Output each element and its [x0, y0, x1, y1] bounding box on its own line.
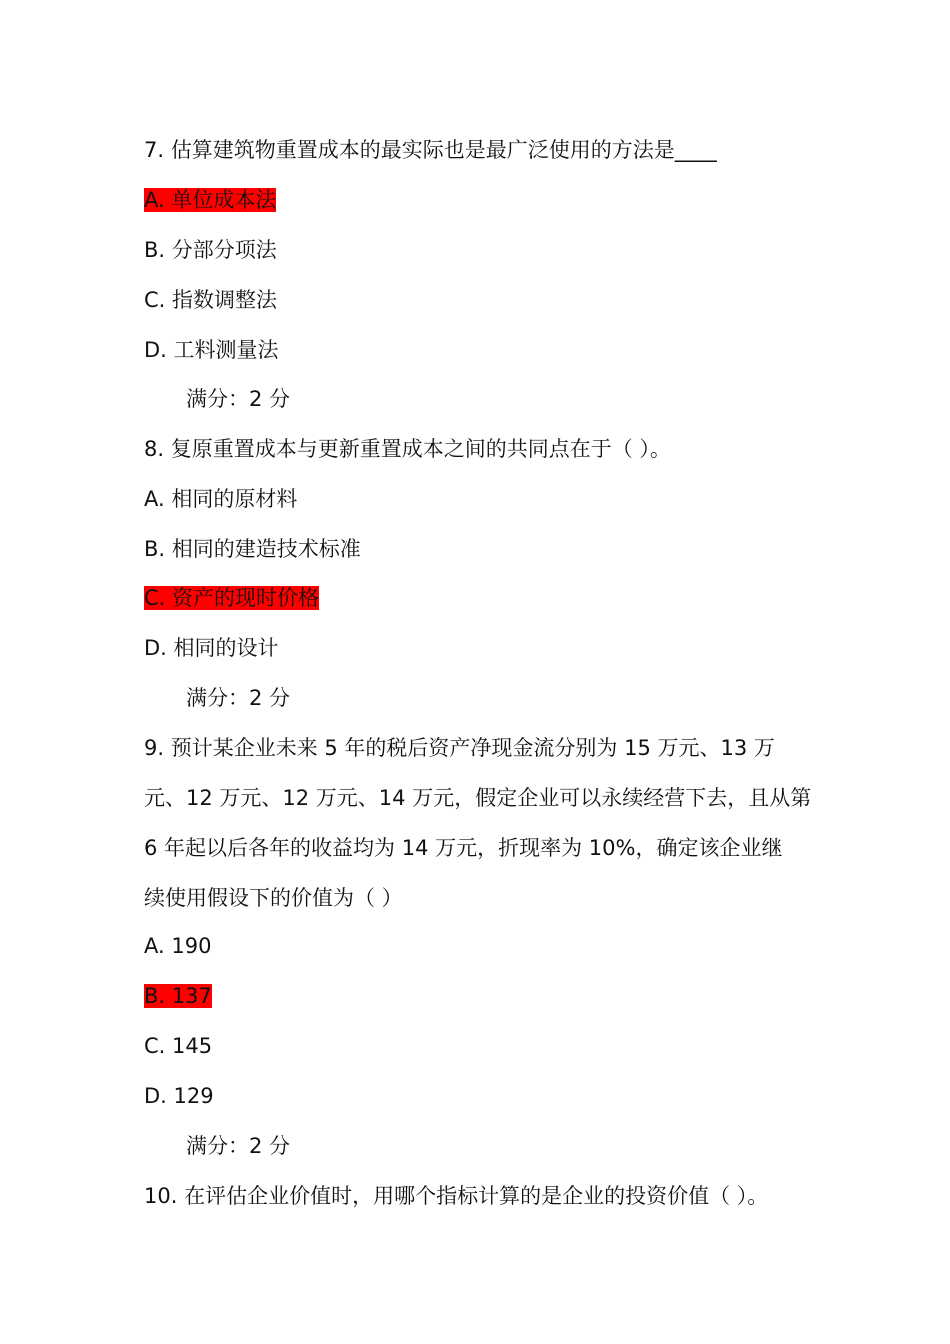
- question-7-score: 满分：2 分: [186, 387, 291, 411]
- question-8-stem: 8. 复原重置成本与更新重置成本之间的共同点在于（ ）。: [144, 437, 671, 461]
- question-10-stem: 10. 在评估企业价值时，用哪个指标计算的是企业的投资价值（ ）。: [144, 1184, 769, 1208]
- question-9-option-d: D. 129: [144, 1084, 214, 1108]
- question-9-option-c: C. 145: [144, 1034, 213, 1058]
- question-8-score: 满分：2 分: [186, 686, 291, 710]
- question-9-score: 满分：2 分: [186, 1134, 291, 1158]
- question-9-option-a: A. 190: [144, 934, 212, 958]
- question-7-option-d: D. 工料测量法: [144, 338, 279, 362]
- question-7-option-a: [144, 186, 276, 214]
- question-9-stem-line-4: 续使用假设下的价值为（ ）: [144, 886, 403, 910]
- correct-answer-highlight: B. 137: [144, 984, 212, 1008]
- question-8-option-d: D. 相同的设计: [144, 636, 279, 660]
- question-7-option-b: B. 分部分项法: [144, 238, 277, 262]
- question-9-stem-line-2: 元、12 万元、12 万元、14 万元，假定企业可以永续经营下去，且从第: [144, 786, 812, 810]
- question-7-option-c: C. 指数调整法: [144, 288, 278, 312]
- correct-answer-highlight: A. 单位成本法: [144, 188, 277, 212]
- question-7-stem: 7. 估算建筑物重置成本的最实际也是最广泛使用的方法是____: [144, 138, 717, 162]
- question-8-option-c: [144, 584, 319, 612]
- question-9-stem-line-3: 6 年起以后各年的收益均为 14 万元，折现率为 10%，确定该企业继: [144, 836, 783, 860]
- question-8-option-a: A. 相同的原材料: [144, 487, 298, 511]
- question-9-option-b: [144, 982, 212, 1010]
- correct-answer-highlight: C. 资产的现时价格: [144, 586, 320, 610]
- question-8-option-b: B. 相同的建造技术标准: [144, 537, 361, 561]
- question-9-stem-line-1: 9. 预计某企业未来 5 年的税后资产净现金流分别为 15 万元、13 万: [144, 736, 775, 760]
